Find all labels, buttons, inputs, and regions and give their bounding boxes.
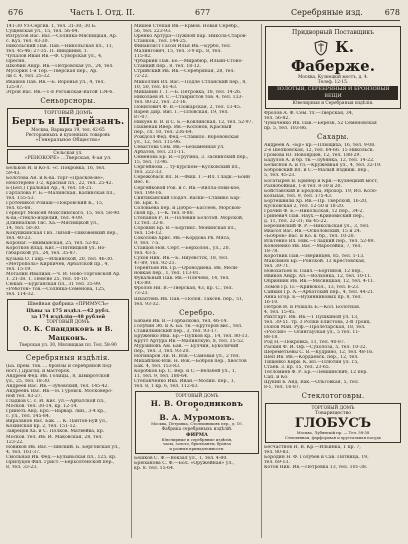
entry-line: Станков., тел. 144-25.	[134, 39, 188, 45]
entry-line: пер., тел. 3, тел. 93-20.	[134, 348, 190, 354]
entry-line: Голубин Эб. и А. Ба. тв.—Бруторов вис., тел.	[134, 323, 243, 329]
entry-list	[134, 24, 260, 307]
entry-line: Новиков Ив. Вас.—Зинский. Б. Берговская ул.,	[6, 444, 121, 450]
ad-address: Москва, Варварка 19, тел. 42-65	[31, 127, 105, 133]
ad-description: и разныя принадлежности.	[169, 445, 225, 451]
entry-line: Кузьма О. Гавр.—Ильинской, 20, тел. 46-30.	[6, 256, 114, 262]
entry-line: пер., сл. 10, тел. 236-64.	[134, 129, 194, 135]
entry-line: Ивасол Вас. Ив.—Осколовский, 15 и 24.	[264, 228, 362, 234]
entry-line: 115-82.	[134, 54, 152, 60]
entry-line: Фролов А. Ф. Сем. тл.—Тверская, 34,	[264, 111, 354, 116]
entry-line: тел. 80-22, тел. 23-16.	[134, 99, 188, 105]
ad-caption: ФИРМА	[186, 431, 208, 438]
entry-line: Севастова Сем. Ив.—Безыменная ул.	[134, 145, 225, 151]
ad-price-line: Цѣны за 175 издѣл.—42 рубл.	[26, 307, 110, 314]
ad-company-name: Н. В. Огородниковъ	[150, 399, 244, 409]
entry-line: Пахвенак Ивер. Ив.—Колонов, Красный	[134, 124, 232, 130]
entry-list	[6, 166, 130, 297]
ad-company-name: К. Фаберже.	[291, 38, 375, 75]
column-2	[134, 24, 260, 538]
entry-line: с. ул., тел. 145-84.	[6, 414, 51, 420]
entry-line: ле. Брк. 6.	[134, 200, 160, 206]
entry-line: 47-89, тел. 92-21.	[134, 261, 176, 267]
ad-company-name: Бергъ и Штрейзанъ.	[11, 116, 125, 127]
entry-line: Нехотерево 1-2, Красная пл., 22, тел. 25-42.	[6, 180, 114, 186]
entry-line: Бесчастнов Н. В. Кр.—Ильинка, 1 кр. 7,	[264, 445, 361, 451]
entry-line: Коротник Пав.—Зверинцев, 85, тел. 1-13.	[264, 254, 365, 260]
ad-caption: Швейная фабрика «ПРИМУСЪ»	[27, 301, 109, 307]
entry-line: 8-1, тел. 16-87.	[264, 385, 301, 391]
entry-line: Щукин в. Анд. Вак.—Ольговкая, 5, тел.	[264, 380, 360, 386]
entry-line: Род Н.—Покровка, 11, тел. 40-87.	[264, 340, 346, 346]
section-heading: Серебряныя издѣлія.	[25, 353, 111, 362]
entry-list	[6, 24, 130, 95]
entry-line: Анна Егор. в.—Вузинниковых пр. 8, тел.	[264, 294, 362, 300]
entry-line: 59-43.	[6, 170, 21, 176]
entry-line: Шкаптень Ив. Пав.—Полон. Таксев. пер., 51,	[134, 296, 244, 302]
entry-line: тел. 65-68.	[6, 206, 32, 212]
entry-line: Андреевъ Вас. Ив.—Н. Гуровск. Московеро-	[6, 389, 113, 395]
entry-line: 2-е Шелковская, 12, тел. 64-66. 15 Никольск.	[264, 148, 375, 154]
entry-line: ной тел. 83-27.	[6, 394, 43, 400]
entry-line: Фукальный Пав. Ив.—Плечево, 14, тел.	[134, 276, 230, 282]
entry-line: ул., 25, тел. 18-30.	[6, 379, 51, 385]
entry-line: Бельков И. и Ко-л. «с. Покровка, 16, тел.	[6, 165, 106, 171]
entry-line: Андреев Фед. Ив. Голицы., 8, Шмиротской	[6, 373, 110, 379]
entry-line: Изгрусов Вас. Вас.—Солянка-Мясницкая, Ар.	[6, 34, 118, 40]
entry-line: Стаев. 3. кр. 15, тел. 23-65.	[264, 365, 331, 371]
entry-line: Гринеть Анд. Еро.—Варвар. лин., 3-4 кр.,	[6, 409, 106, 415]
advertisement-berg	[7, 108, 129, 147]
entry-list	[264, 445, 402, 470]
entry-line: Рихтгарт. Ив. Ив.—1 Пушкиной ул. 13,	[264, 314, 359, 320]
advertisement-faberge	[265, 26, 401, 109]
entry-line: «Метрополь» Кирпичев, Арбатской пр., 4,	[6, 261, 109, 267]
entry-line: тел. 114-32.	[6, 291, 35, 297]
advertisement-primus	[7, 299, 129, 351]
entry-line: тел. 69-13.	[264, 460, 290, 466]
entry-line: тел. 154-12.	[134, 230, 163, 236]
entry-line: Бабаев Ив. В.—Горбасково, тел. 46-14.	[134, 318, 228, 324]
entry-line: Громова Ю. Новоярцев, 12, тел. 188-29.	[264, 153, 361, 159]
entry-line: Москов. тел. 30-14, кр. 12-14.	[6, 404, 78, 410]
entry-line: Мусорин 1-я Тер.—Тверская пер., Ар.	[6, 69, 98, 75]
entry-line: Заврецов Ха. и С. Полков. Матвейва, кр.	[6, 429, 105, 435]
ad-banner: ЗОЛОТЫЯ, СЕРЕБРЯНЫЯ И БРОНЗОВЫЯ ВЕЩИ	[268, 86, 398, 100]
entry-line: Никольский Пав. Пав.—Никольская пл., 11,	[6, 44, 114, 50]
entry-line: Максимов Бр.—Ронской. 12 Крестовская,	[264, 259, 366, 265]
part-title: Часть I. Отд. II.	[70, 8, 135, 17]
entry-line: Сергейковой Рок. и с. Ив.—Вилла-лови-кое,	[134, 185, 241, 191]
entry-line: Андреев Вас. Ив.—Зубовский, тел. 145-42.	[6, 384, 109, 390]
entry-line: Мишанин Г. Г.—Б. Петровка, 18, тел. 14-26.	[134, 89, 242, 95]
entry-line: 56, тел. 223-93.	[134, 29, 172, 35]
ad-description: Ювелирныя и Серебряныя издѣлія.	[292, 101, 374, 106]
entry-line: Виралаков Вас. Бак. ... К. Пантов-Буй ул.,	[6, 419, 108, 425]
entry-line: 11, тел. 9, тел. 180-64.	[134, 374, 189, 380]
entry-line: тел. 39-51. тр. 3 Ролки Елистова, 2-й Троиц.	[264, 319, 371, 325]
entry-line: Ивашов Пав. Ив.—Б. Воронья ул., 4, тел.	[6, 79, 105, 85]
entry-line: 15, тел. 72-96.	[134, 160, 169, 166]
entry-line: Т. 21-38. Т. Пенсне 25, тел. 10-10.	[6, 276, 89, 282]
entry-line: Терентьев Ив. Гр.—Оронодиева. Ив. Мели-	[134, 266, 239, 272]
entry-line: Крутт Артура Ив.—Малинскую, 8, тел. 15-52.	[134, 338, 245, 344]
ad-description: Ювелирные и серебряные издѣлія,	[161, 436, 233, 442]
entry-line: Москов. тел. Ив. И. Маковская, 28, тел.	[6, 434, 103, 440]
ad-title-row	[268, 37, 398, 75]
entry-line: с. Куз. тел. 43-30.	[6, 39, 49, 45]
column-divider	[261, 24, 262, 538]
column-divider	[131, 24, 132, 538]
entry-list	[264, 111, 402, 131]
entry-line: Котов Ник. Ив.—Петровка 13, тел. 101-38.	[264, 465, 368, 471]
entry-line: 123-22.	[6, 439, 24, 445]
entry-line: Фролов Ни. В.—Тверская, 43, кр. С., тел.	[134, 286, 234, 292]
entry-line: 141-30 Уз-Сергив. 1, тел. 31-30; 30 Б.	[6, 24, 97, 29]
entry-line: Коробков Бр. С. Вер. и С.—Вельбей ул., 1,	[134, 369, 237, 375]
entry-line: тел. 80-83.	[264, 450, 290, 456]
entry-line: Семенова Бр. Я.—Гругина, 3. Засвинский пер.,	[134, 155, 249, 161]
entry-line: Бак. 4, тел. 153-83.	[134, 364, 181, 370]
page-number-right: 678	[384, 8, 400, 17]
entry-line: Оренко Артура—Лужной пар. Никола-Старов-	[134, 34, 247, 40]
section-heading: Сеньорсноры.	[40, 96, 96, 105]
entry-line: Ставилкинский пер., 3, тел. 93-17.	[134, 328, 219, 334]
entry-line: Арбатов, тел. 211-11.	[134, 150, 186, 156]
entry-line: Длинналков Тис. Ха.—Мясницкой ул.,	[6, 221, 99, 227]
entry-line: Петров И. и Рошаль Б.—Кол. Болотная.	[264, 304, 361, 310]
entry-line: Ломов Гр. П.—Кривокол., 13, тел. 6-23.	[264, 284, 360, 290]
advertisement-globus	[265, 403, 401, 443]
page-number-left: 676	[8, 8, 24, 17]
entry-line: 5, тел. 45-23.	[264, 173, 296, 179]
entry-line: 143-89.	[134, 281, 152, 287]
ad-caption: ТОРГОВЫЙ ДОМЪ	[175, 394, 219, 400]
entry-line: Сап. и Ко.	[264, 375, 289, 381]
ad-address: Тверская ул. 30, Мясницкая пл. Тел. 58-90	[19, 342, 117, 348]
ad-company-name: О. К. Спандиковъ и В. Мацконъ.	[23, 324, 113, 342]
entry-line: ли с. 4, тел. 25-32.	[6, 74, 51, 80]
entry-line: тел. 40-23.	[6, 236, 32, 242]
entry-line: Грачин Ф. Б.—Никольская, 12 пер., 34-2.	[264, 208, 364, 214]
entry-line: Шеп Ив. Ив.—Кордаевск. пер., 12, тел.	[264, 355, 359, 361]
entry-line: Стрийский Ив. Ив.—Серебряная, 28, тел.	[134, 69, 235, 75]
ad-description: Ресторанныхъ и кухонныхъ товаровъ	[25, 132, 111, 138]
entry-line: Вес. 6.	[134, 180, 150, 186]
entry-line: «Роботов» тов.—Солянка-Семенова, 125,	[6, 286, 106, 292]
ad-caption: Придворный Поставщикъ	[292, 29, 374, 36]
entry-line: 87-07.	[134, 114, 149, 120]
entry-line: Сережобаск Вл. Я.—Фиш. Г.—Ил. Гладк.—Бонн	[134, 175, 250, 181]
entry-line: Рождсол Фед. Фед.—Ставило. Вороновская	[134, 135, 239, 141]
entry-line: Сергейнова ... ту-курском—Кусковский пл.,	[134, 165, 241, 171]
entry-line: Николаев И. С.—Ставристов тов. 4, тел. 133-	[134, 94, 244, 100]
section-heading: Стеклотоговры.	[301, 392, 365, 401]
entry-line: Б-(Бел.) Гральная Ар., 4, тел. 18-21.	[6, 185, 94, 191]
entry-line: Миколлин Вл. Вас.—Подле Стланский пер., 8,	[134, 79, 247, 85]
ad-tagline: «Генеральное Общество»	[35, 137, 101, 143]
entry-line: Брюханова С. Ф.—Бол. «Оружейная» ул.,	[134, 460, 235, 466]
crest-icon	[314, 40, 328, 56]
entry-line: 14, тел. 50-30.	[6, 226, 41, 232]
entry-line: тел. 155-53.	[6, 195, 35, 201]
entry-line: Новохатьев Я. Павл.—Бортинов, 12 пер.,	[264, 269, 364, 275]
ad-company-name: ГЛОБУСЪ	[294, 416, 372, 432]
entry-line: Попов Ман. Руф.—Пролетарская, 18, тел.	[264, 324, 366, 330]
entry-line: Этрон Вас. Ив.—1-я Рогожская-Ватой 134-б.	[6, 89, 114, 95]
entry-line: 16-10.	[264, 299, 279, 305]
entry-line: Михайлюк-Вли. Н. Вок.—Бобров пер., Хвостов	[134, 359, 247, 364]
ad-description: часы, золото, брилліанты, бронза	[163, 441, 231, 447]
entry-line: ност.) Драгоц. и мастерск.	[6, 368, 71, 374]
ad-company-name: «РЕНОКОРЕ» ...Тверская, 4-ая ул.	[24, 155, 112, 161]
entry-line: Моталин Ивалиан.—Ч. И. Ново-Торговской Ар.	[6, 271, 121, 277]
entry-line: Коронаг.—Якиманская, 25, тел. 52-82.	[6, 241, 100, 247]
section-title: Серебряные изд.	[291, 8, 363, 17]
entry-line: Сайкин Гр. А.—Арбатский пер., 4, тел. 44-21.	[264, 289, 375, 295]
entry-line: 18-78.	[264, 249, 279, 255]
entry-line: Кохинская кр. 2, тел. 151-12.	[6, 424, 77, 430]
ad-address: Москва, Петровка, Столешниковъ пер., д. 10.	[151, 421, 243, 427]
ad-price-line: за 174 издѣлія—48 рублей	[30, 313, 106, 320]
ad-description: Стеклянная, фарфоровая и хрустальная посуда	[285, 434, 381, 440]
entry-line: кольная, тел. 9, тел. 175-43.	[264, 193, 333, 199]
entry-line: Гриневич Пав. Наух.—Кривовиский пер.,	[264, 213, 365, 219]
entry-line: «Россия» — Осингауская ул., 5 тел. 11-	[264, 329, 360, 335]
entry-line: Степанченко Ива. Иван.—Молин. пер., 1,	[134, 379, 236, 385]
entry-line: «Бобров» Вас. и Ко. в. бр., тел. 10-20.	[264, 234, 356, 240]
entry-line: Бородин Н. Ф. Голубев и Сав. Пятница, 19,	[264, 455, 369, 461]
entry-line: Соколова Хрис. Ив.—Кордова Рв. Мяса,	[134, 235, 231, 241]
entry-line: Малингович, 15, тел. 3-9 кр., 8, тел.	[134, 49, 222, 55]
entry-line: Варен Дир. Вис. Г.—Пловская, 19, тел.	[134, 109, 229, 115]
page-header	[8, 6, 400, 21]
entry-line: Финансист Гасон Илья Ив.—Бурбо, тел.	[134, 44, 232, 50]
entry-line: 4, тел. 161-37.	[6, 449, 41, 455]
entry-line: Ставцов Нов. Серт.—Берхолон., ул., 20,	[134, 246, 231, 252]
ad-caption: Сельская ул.	[53, 150, 83, 156]
entry-line: 8, тел. 33-23.	[6, 464, 38, 470]
entry-line: габарской ул., 24, тел. 35-87.	[6, 251, 77, 257]
entry-line: Мурзиновъ Ам. Бав. — Булчин, Буколичий	[134, 343, 239, 349]
entry-line: Белиснов А. и тл.—Кружевная ул., 4, тел. 32-19.	[264, 163, 382, 169]
ad-caption: ТОРГОВЫЙ ДОМЪ	[311, 406, 355, 412]
entry-line: тел. 222-33.	[134, 170, 163, 176]
entry-line: Прилуцов Фил. Грист.—Берхолтенской пер.,	[6, 459, 115, 465]
entry-line: Ильтенко Вл. Ник.—Гладкий пер., тел. 52-89.	[264, 239, 375, 245]
entry-line: 4, тел. 15-45.	[264, 309, 296, 315]
entry-line: тел. 43-5.	[134, 251, 157, 257]
entry-line: тел. 45-46; 27-35. П. Виндиния, 1.	[6, 49, 89, 55]
entry-line: Чумаченко Ив. Пав.—Березк, 52 Семеновская	[264, 121, 377, 127]
entry-line: Березинский Ф. Р.—Никольская ул., 3, тел.	[264, 223, 370, 229]
entry-line: Бешков С. Ф.—Вокзал ул., 1, тел. 4-80.	[134, 455, 228, 461]
entry-line: Смольная Ив. Фед.—Булыньская пл., 125, кр.	[6, 454, 117, 460]
entry-line: новкая пер., 1, тел. 113-01.	[134, 271, 201, 277]
ad-phone: Телеф. 12-15.	[317, 80, 349, 85]
entry-line: Тищенко Кири. К. мл.—Плютин ул. 15,	[264, 360, 359, 366]
ad-address: Москва, Лубянскій пр. — Тел. 58-38	[296, 430, 370, 436]
ad-caption: ТОРГОВЫЙ ДОМЪ	[46, 319, 90, 325]
entry-line: тел. 93-32.	[134, 301, 160, 307]
entry-line: тел. 56-82.	[264, 116, 290, 122]
entry-line: Гротеникол Ромаш—Покровский К., 15,	[6, 200, 104, 206]
entry-line: Богатырев Я. Бринер и Кри.—Кузнецкий мост,	[264, 178, 379, 184]
entry-line: Бортешвили Хр. Ив.—Пр. Тверской, 16-20,	[264, 198, 368, 204]
entry-line: тел. 15-19.	[6, 266, 32, 272]
entry-line: Пресня.	[6, 59, 26, 65]
entry-line: пр. 5, тел. 103-86.	[264, 126, 308, 132]
column-1	[6, 24, 130, 538]
entry-line: 9, тел. 7-5.	[134, 241, 160, 247]
entry-line: Станкий пер., 8, тел. 18-12.	[134, 64, 202, 70]
entry-line: Бобровский Вл. и С.—Малый Вздвиж. пер.,	[264, 168, 370, 174]
entry-line: Гернорт Моисей Мокслинского, 15, тел. 58-90.	[6, 211, 121, 217]
entry-line: Чубаркин Пав. Бо.—Мирабюр, Ильин-Стоно-	[134, 59, 243, 65]
section-heading: Сахары.	[316, 133, 350, 142]
entry-line: К-ва,-стекло-изделий, тел. 4-09.	[6, 216, 84, 222]
entry-line: Степанов Р. Н.—Полевин Болотой. Морской,	[134, 215, 244, 221]
entry-line: ской пр., 1—К. тел. 8-80.	[134, 210, 194, 216]
entry-line: Сухов Ник. Ив.—Б. Ниуевстск, 18, тел.	[134, 256, 229, 262]
entry-line: тел. 8, 1 кр. 6, тел. 112-63.	[134, 384, 199, 390]
entry-list	[264, 143, 402, 390]
entry-line: Раскин Ф. И. Оф.—Сухолоза, 5, тел. 10-32.	[264, 345, 368, 351]
entry-line: Ногинаров Ли. Н. Влк.—Самовая ул., 2 тел.	[134, 353, 241, 359]
entry-line: Мишев Стёпан Ив.—Ермов. Новая Серебр.,	[134, 24, 240, 29]
entry-line: Бойставский и Бродова, Ирохор. 19, Ил. Коло-	[264, 188, 378, 194]
entry-line: 88-18.	[264, 334, 279, 340]
entry-list	[6, 364, 130, 470]
column-3	[264, 24, 402, 538]
entry-line: Болотова Ан. и К-ва. торг-«Прасков-ие»,	[6, 175, 105, 181]
entry-line: кр. 8. тел. 15-64.	[134, 466, 175, 471]
entry-line: Бруженко Ива. Бр.—Пупков кр., 14, тел. 80-13.	[134, 333, 249, 339]
entry-line: 10, 50, тел. 61-43.	[134, 84, 178, 90]
entry-line: (Ба. прем. тов. ... бронзы и серебряной под-	[6, 363, 113, 369]
entry-line: Кокушкинская Гиз. Лизой—Пиковенкий пер.,	[6, 231, 119, 237]
entry-line: 12 тел. 32-8.	[134, 220, 165, 226]
entry-line: Бадулов А. и бр. тв.—Лубянка, 12, тел. 14-22.	[264, 158, 375, 164]
entry-line: Шкобин Андр. Ив.—Петровская ул., 24, тел.	[6, 64, 114, 70]
ad-address: Москва, Кузнецкій мостъ, д. 4.	[297, 75, 369, 80]
ad-caption: Товарищество	[314, 411, 352, 417]
entry-line: Никуев В. В. и С. Б.—Ковлинская, 12, тел. 52-97.	[134, 119, 253, 125]
entry-line: Чупалов Иван Ив.—Ф. Суворская ул., 4,	[6, 54, 103, 60]
entry-line: ул., 12, тел. 115-96.	[134, 140, 182, 146]
entry-line: Гарталова Р. Б.—Малинская, Калинская пл.,	[6, 190, 116, 196]
entry-line: Разнобойная, 1-я тел. 8-30 и 20.	[264, 183, 342, 189]
entry-line: Сущевская ул., 15, тел. 56-04.	[6, 29, 79, 35]
entry-line: Коротков Влад. Кис.—Пятницкой ул. Но-	[6, 246, 106, 252]
entry-line: д. 11, тел. 22-31; на 45-22.	[264, 218, 328, 224]
ad-caption: ТОРГОВЫЙ ДОМЪ	[44, 110, 92, 116]
entry-line: 73-23.	[134, 291, 149, 297]
ad-conjunction: и	[195, 408, 199, 414]
entry-line: 125-87.	[6, 84, 24, 90]
entry-line: Сорокин Бр. В.—Бортинс. Монинская пл.,	[134, 225, 237, 231]
entry-line: Кусковская 2, тел. 12-50 и 18-20.	[264, 203, 345, 209]
entry-line: Ивиков Андр. Ал.—Волхонка, 12, тел. 10-11.	[264, 274, 372, 280]
ad-company-name: В. А. Муромовъ.	[159, 413, 235, 423]
page-number-center: 677	[195, 8, 211, 17]
advertisement-ogorodnikov	[135, 391, 259, 454]
entry-line: Соловьева пер. и Добро—Бассеев, Морсков-	[134, 205, 242, 211]
section-heading: Серебро.	[179, 308, 215, 317]
entry-line: Андреев А. «Бр» кр.—Плющиха, 16, тел. 9-08.	[264, 143, 376, 149]
entry-list	[134, 319, 260, 390]
advertisement-strip	[7, 149, 129, 164]
entry-line: тел. 39-71.	[264, 264, 290, 270]
entry-line: Оприяник Ив. Ив.—Мясницкая, 12, тел. 4-11.	[264, 279, 375, 285]
entry-line: Шереметьевы С. В.—Кудрино, 12, тел. 48-16.	[264, 350, 374, 356]
ad-description: Фабрика серебряныхъ издѣлій.	[161, 426, 233, 432]
entry-line: 72-22.	[134, 74, 149, 80]
entry-line: Сюкан.—Бурганская пл., 31 тел. 35-99.	[6, 281, 102, 287]
entry-line: Тесломиев Ф. Р. Бр.—Левшинскиб, 12 пер.	[264, 370, 368, 376]
entry-line: Гладков С. с. И. Кис. ул.—Арбатской пл.,	[6, 399, 106, 405]
entry-line: Кононенко Ив. Вас.—Маросейка, 7, тел.	[264, 244, 362, 250]
entry-line: Синтиканский Подач. Васки—Ставико Бар-	[134, 195, 241, 201]
entry-line: Понилович Ф. В.—Пожарская, 2, тел. 13-45.	[134, 104, 242, 110]
entry-list	[134, 456, 260, 471]
entry-line: тел. 198-16.	[134, 190, 163, 196]
